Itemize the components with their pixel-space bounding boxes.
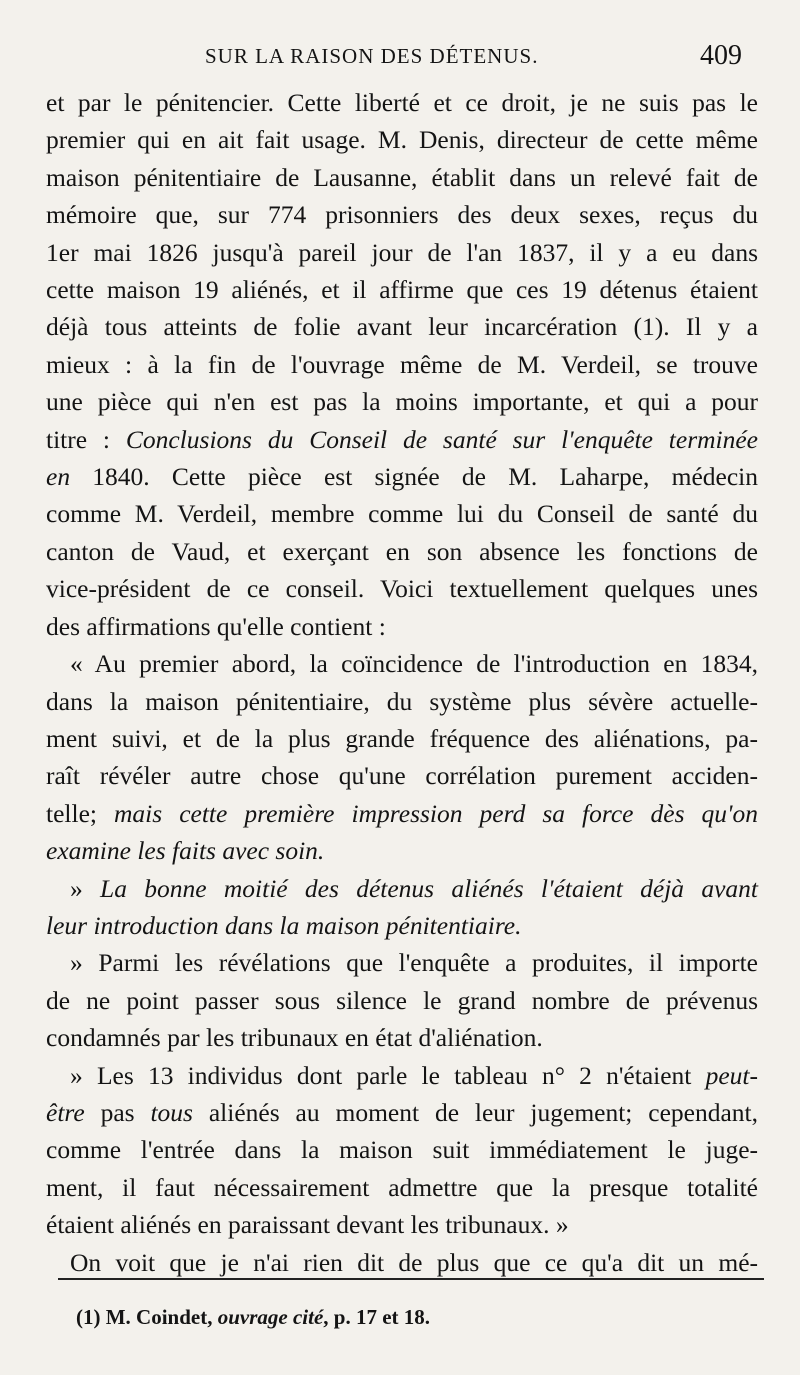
quote-line: raît révéler autre chose qu'une corrélation purement acciden- (46, 761, 758, 791)
text-line: On voit que je n'ai rien dit de plus que ce qu'a dit un mé- (70, 1247, 758, 1277)
text-line: une pièce qui n'en est pas la moins importante, et qui a pour (46, 387, 758, 417)
quote-line: examine les faits avec soin. (46, 836, 325, 866)
quote-line: ment, il faut nécessairement admettre que la presque totalité (46, 1172, 758, 1202)
text-run: titre : (46, 424, 126, 454)
text-run: 1840. Cette pièce est signée de M. Laharpe, médecin (70, 462, 758, 492)
quote-line: condamnés par les tribunaux en état d'aliénation. (46, 1023, 543, 1053)
quote-line (46, 1094, 758, 1131)
quote-line: de ne point passer sous silence le grand nombre de prévenus (46, 985, 758, 1015)
text-run: » (70, 873, 101, 903)
quote-line: » Parmi les révélations que l'enquête a produites, il importe (70, 948, 758, 978)
text-run: telle; (46, 798, 114, 828)
page-number: 409 (700, 40, 742, 71)
italic-run: mais cette première impression perd sa force dès qu'on (114, 798, 758, 828)
text-line: vice-président de ce conseil. Voici textuellement quelques unes (46, 574, 758, 604)
text-line: et par le pénitencier. Cette liberté et ce droit, je ne suis pas le (46, 88, 758, 117)
quote-line (46, 795, 758, 832)
page-header (205, 40, 742, 74)
text-line (46, 458, 758, 495)
footnote-work: ouvrage cité (217, 1305, 324, 1329)
text-line: canton de Vaud, et exerçant en son absence les fonctions de (46, 536, 758, 566)
footnote (76, 1305, 430, 1330)
text-line: déjà tous atteints de folie avant leur incarcération (1). Il y a (46, 312, 758, 342)
text-run: aliénés au moment de leur jugement; cependant, (192, 1097, 759, 1127)
text-line: 1er mai 1826 jusqu'à pareil jour de l'an 1837, il y a eu dans (46, 237, 758, 267)
italic-run: tous (150, 1097, 193, 1127)
footnote-marker: (1) M. Coindet, (76, 1305, 218, 1329)
italic-run: être (46, 1097, 85, 1127)
text-line: premier qui en ait fait usage. M. Denis, directeur de cette même (46, 125, 758, 155)
text-line: maison pénitentiaire de Lausanne, établit dans un relevé fait de (46, 162, 758, 192)
quote-line: dans la maison pénitentiaire, du système plus sévère actuelle- (46, 686, 758, 716)
text-line: mémoire que, sur 774 prisonniers des deux sexes, reçus du (46, 200, 758, 230)
quote-line: ment suivi, et de la plus grande fréquence des aliénations, pa- (46, 723, 758, 753)
quote-line: comme l'entrée dans la maison suit immédiatement le juge- (46, 1135, 758, 1165)
text-run: pas (84, 1097, 151, 1127)
footnote-rule (58, 1278, 764, 1280)
text-line: des affirmations qu'elle contient : (46, 611, 386, 641)
footnote-rest: , p. 17 et 18. (323, 1305, 431, 1329)
italic-title: en (46, 462, 71, 492)
quote-line: étaient aliénés en paraissant devant les tribunaux. » (46, 1210, 569, 1240)
running-head: SUR LA RAISON DES DÉTENUS. (205, 44, 539, 68)
quote-line: « Au premier abord, la coïncidence de l'introduction en 1834, (70, 649, 758, 679)
text-line (46, 421, 758, 458)
text-run: » Les 13 individus dont parle le tableau n° 2 n'étaient (70, 1060, 706, 1090)
quote-line (46, 870, 758, 907)
italic-run: La bonne moitié des détenus aliénés l'étaient déjà avant (100, 873, 758, 903)
text-line: mieux : à la fin de l'ouvrage même de M. Verdeil, se trouve (46, 349, 758, 379)
italic-run: peut- (705, 1060, 758, 1090)
body-text (46, 84, 758, 1281)
quote-line (46, 1057, 758, 1094)
italic-title: Conclusions du Conseil de santé sur l'enquête terminée (125, 424, 758, 454)
quote-line: leur introduction dans la maison pénitentiaire. (46, 910, 522, 940)
text-line: cette maison 19 aliénés, et il affirme que ces 19 détenus étaient (46, 275, 758, 305)
text-line: comme M. Verdeil, membre comme lui du Conseil de santé du (46, 499, 758, 529)
